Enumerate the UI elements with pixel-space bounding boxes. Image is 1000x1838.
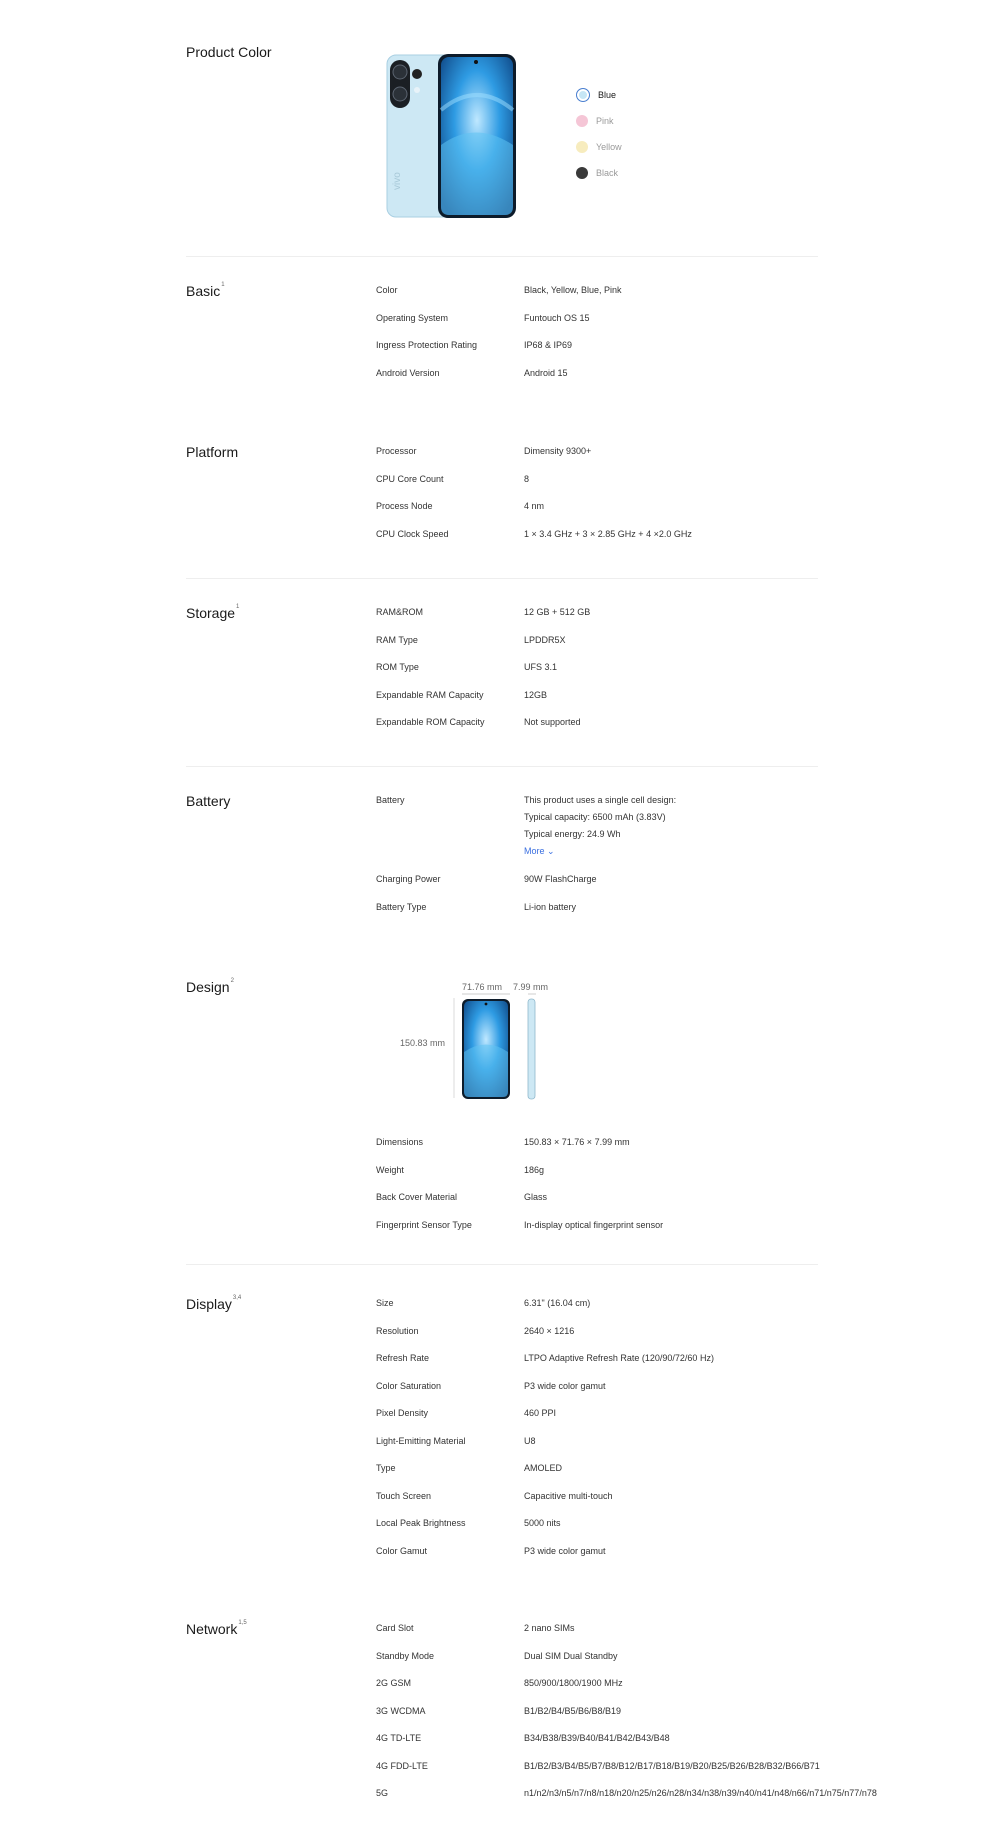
spec-value: P3 wide color gamut <box>524 1545 606 1556</box>
spec-key: ROM Type <box>376 662 419 672</box>
section-title-battery: Battery <box>186 793 231 809</box>
section-title-basic: Basic$^1$ <box>186 282 225 299</box>
spec-key: Battery <box>376 795 405 805</box>
color-swatch-dot <box>576 88 590 102</box>
color-swatch-dot <box>576 167 588 179</box>
more-link-label: More <box>524 846 545 856</box>
color-option-label: Black <box>596 168 619 178</box>
spec-value: U8 <box>524 1435 536 1446</box>
section-title-network: Network$^{1,5}$ <box>186 1620 247 1637</box>
spec-key: 2G GSM <box>376 1678 412 1688</box>
spec-key: 3G WCDMA <box>376 1705 426 1716</box>
spec-key: Light-Emitting Material <box>376 1435 466 1446</box>
spec-key: Type <box>376 1463 396 1473</box>
spec-value: 460 PPI <box>524 1408 557 1418</box>
brand-logo: vivo <box>392 172 403 190</box>
spec-key: Ingress Protection Rating <box>376 340 478 350</box>
color-option-label: Blue <box>598 90 617 100</box>
spec-key: Color <box>376 285 398 295</box>
spec-value: 850/900/1800/1900 MHz <box>524 1678 623 1688</box>
spec-key: Dimensions <box>376 1137 424 1147</box>
spec-key: Weight <box>376 1164 404 1175</box>
color-option-blue[interactable] <box>576 86 616 104</box>
spec-value: IP68 & IP69 <box>524 340 573 350</box>
color-option-label: Yellow <box>596 142 622 152</box>
spec-key: Back Cover Material <box>376 1192 458 1202</box>
spec-value: Funtouch OS 15 <box>524 312 590 323</box>
spec-value: 12 GB + 512 GB <box>524 607 591 617</box>
section-title-platform: Platform <box>186 444 239 460</box>
spec-key: Color Saturation <box>376 1380 442 1391</box>
spec-key: Resolution <box>376 1325 419 1336</box>
height-dimension-label: 150.83 mm <box>400 1038 446 1048</box>
spec-row-battery <box>376 792 846 862</box>
spec-key: Expandable RAM Capacity <box>376 689 484 700</box>
spec-key: Refresh Rate <box>376 1353 430 1363</box>
spec-value: 1 × 3.4 GHz + 3 × 2.85 GHz + 4 ×2.0 GHz <box>524 528 692 539</box>
spec-key: RAM&ROM <box>376 607 423 617</box>
spec-key: Android Version <box>376 367 440 378</box>
spec-value: Li-ion battery <box>524 901 577 912</box>
battery-line: Typical energy: 24.9 Wh <box>524 829 621 839</box>
spec-value: LTPO Adaptive Refresh Rate (120/90/72/60 Hz) <box>524 1353 714 1363</box>
color-option-pink[interactable] <box>576 112 614 130</box>
divider <box>186 256 818 257</box>
spec-key: CPU Core Count <box>376 473 444 484</box>
spec-key: Fingerprint Sensor Type <box>376 1219 472 1230</box>
spec-key: Pixel Density <box>376 1408 429 1418</box>
spec-value: 8 <box>524 473 530 484</box>
spec-value: 5000 nits <box>524 1518 561 1528</box>
spec-value: Dimensity 9300+ <box>524 446 592 456</box>
spec-value: Dual SIM Dual Standby <box>524 1650 618 1661</box>
battery-line: Typical capacity: 6500 mAh (3.83V) <box>524 812 666 822</box>
spec-value: Not supported <box>524 717 581 727</box>
section-title-storage: Storage$^1$ <box>186 604 240 621</box>
spec-key: Charging Power <box>376 874 441 884</box>
battery-line: This product uses a single cell design: <box>524 795 677 805</box>
spec-value: B34/B38/B39/B40/B41/B42/B43/B48 <box>524 1733 670 1743</box>
spec-value: 2640 × 1216 <box>524 1325 575 1336</box>
spec-value: Capacitive multi-touch <box>524 1490 613 1501</box>
spec-key: CPU Clock Speed <box>376 528 449 539</box>
spec-value: Android 15 <box>524 367 568 378</box>
spec-key: Expandable ROM Capacity <box>376 717 485 727</box>
chevron-down-icon: ⌄ <box>547 846 555 856</box>
color-option-label: Pink <box>596 116 614 126</box>
color-option-black[interactable] <box>576 164 618 182</box>
spec-value: 6.31" (16.04 cm) <box>524 1298 591 1308</box>
spec-key: 4G FDD-LTE <box>376 1760 428 1771</box>
spec-value: In-display optical fingerprint sensor <box>524 1219 664 1230</box>
spec-value: LPDDR5X <box>524 634 566 645</box>
section-title-display: Display$^{3,4}$ <box>186 1295 242 1312</box>
product-color-title: Product Color <box>186 44 272 60</box>
spec-key: Color Gamut <box>376 1545 428 1556</box>
spec-key: 5G <box>376 1788 389 1798</box>
spec-value: 2 nano SIMs <box>524 1623 575 1633</box>
spec-key: 4G TD-LTE <box>376 1733 422 1743</box>
spec-key: Operating System <box>376 312 449 323</box>
spec-value: 150.83 × 71.76 × 7.99 mm <box>524 1137 630 1147</box>
width-dimension-label: 71.76 mm <box>462 982 503 992</box>
spec-key: Card Slot <box>376 1623 414 1633</box>
color-swatch-dot <box>576 115 588 127</box>
spec-value: AMOLED <box>524 1463 563 1473</box>
spec-value: B1/B2/B4/B5/B6/B8/B19 <box>524 1705 622 1716</box>
spec-value: P3 wide color gamut <box>524 1380 606 1391</box>
spec-key: Size <box>376 1298 394 1308</box>
spec-value: Black, Yellow, Blue, Pink <box>524 285 622 295</box>
spec-key: Process Node <box>376 501 433 511</box>
depth-dimension-label: 7.99 mm <box>513 982 549 992</box>
spec-key: Local Peak Brightness <box>376 1518 466 1528</box>
divider <box>186 1264 818 1265</box>
divider <box>186 578 818 579</box>
spec-value <box>524 792 846 860</box>
spec-value: B1/B2/B3/B4/B5/B7/B8/B12/B17/B18/B19/B20/B25/B26/B28/B32/B66/B71 <box>524 1760 820 1771</box>
product-image <box>380 50 520 220</box>
spec-value: 4 nm <box>524 501 545 511</box>
color-swatch-dot <box>576 141 588 153</box>
spec-key: Battery Type <box>376 901 427 912</box>
spec-key: Touch Screen <box>376 1490 432 1501</box>
spec-key: Processor <box>376 446 417 456</box>
divider <box>186 766 818 767</box>
dimension-diagram <box>448 992 538 1102</box>
spec-value: 186g <box>524 1164 545 1175</box>
spec-value: 90W FlashCharge <box>524 874 597 884</box>
spec-value: 12GB <box>524 689 548 700</box>
more-link[interactable] <box>524 843 846 860</box>
spec-key: Standby Mode <box>376 1650 435 1661</box>
spec-value: Glass <box>524 1192 548 1202</box>
spec-value: n1/n2/n3/n5/n7/n8/n18/n20/n25/n26/n28/n34/n38/n39/n40/n41/n48/n66/n71/n75/n77/n78 <box>524 1788 877 1798</box>
section-title-design: Design$^2$ <box>186 978 234 995</box>
spec-value: UFS 3.1 <box>524 662 558 672</box>
color-option-yellow[interactable] <box>576 138 622 156</box>
spec-key: RAM Type <box>376 634 418 645</box>
